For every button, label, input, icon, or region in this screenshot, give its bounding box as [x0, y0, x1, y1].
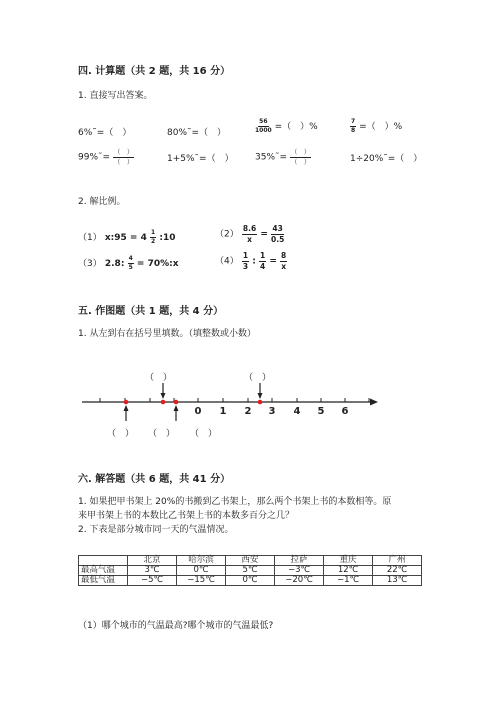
number-line-point [258, 400, 263, 405]
proportion-3-b: = 70%:x [136, 259, 179, 269]
section6-sub1: （1）哪个城市的气温最高?哪个城市的气温最低? [78, 621, 274, 631]
table-row-high [79, 566, 422, 576]
frac-num: 56 [259, 118, 268, 125]
tick-label: 6 [341, 406, 349, 417]
section4-title: 四. 计算题（共 2 题，共 16 分） [78, 66, 231, 77]
calc-6pct: 6%˜=（ ） [78, 128, 132, 138]
frac-den: x [247, 234, 252, 244]
calc-1plus5pct: 1+5%˜=（ ） [167, 154, 234, 164]
top-blank-1[interactable]: （ ） [145, 373, 173, 383]
bottom-blank-3[interactable]: （ ） [190, 429, 218, 439]
section6-q1-line1: 1. 如果把甲书架上 20%的书搬到乙书架上，那么两个书架上书的本数相等。原 [78, 497, 392, 507]
high-temp-cell: −3℃ [275, 566, 324, 576]
low-temp-cell: −20℃ [275, 576, 324, 586]
frac-den: 3 [242, 261, 249, 271]
up-arrow-2-head [174, 405, 179, 411]
frac-num: 8 [281, 251, 287, 260]
number-line-arrowhead [370, 399, 378, 406]
city-header: 哈尔滨 [177, 556, 226, 566]
proportion-3-label: （3） [78, 259, 102, 269]
frac-num: 1 [151, 229, 156, 236]
proportion-4-colon: : [252, 256, 256, 267]
down-arrow-1-head [161, 393, 166, 399]
row-label-high: 最高气温 [79, 566, 128, 576]
table-header-row [79, 556, 422, 566]
frac-den: 8 [351, 127, 356, 134]
frac-den: 1000 [255, 127, 272, 134]
proportion-4-eq: = [269, 256, 277, 267]
city-header: 广州 [373, 556, 422, 566]
low-temp-cell: −15℃ [177, 576, 226, 586]
city-header: 拉萨 [275, 556, 324, 566]
tick-label: 4 [293, 406, 301, 417]
low-temp-cell: −5℃ [128, 576, 177, 586]
number-line-point [174, 400, 179, 405]
bottom-blank-1[interactable]: （ ） [107, 429, 135, 439]
frac-den: 5 [128, 264, 133, 271]
number-line-point [161, 400, 166, 405]
up-arrow-1-head [124, 405, 129, 411]
table-corner-cell [79, 556, 128, 566]
number-line-point [124, 400, 129, 405]
section4-q2: 2. 解比例。 [78, 197, 126, 207]
section4-q1: 1. 直接写出答案。 [78, 91, 153, 101]
high-temp-cell: 0℃ [177, 566, 226, 576]
tick-label: 3 [268, 406, 276, 417]
calc-99pct-label: 99%˜= [78, 152, 111, 163]
row-label-low: 最低气温 [79, 576, 128, 586]
top-blank-2[interactable]: （ ） [244, 373, 272, 383]
calc-1div20pct: 1÷20%˜=（ ） [350, 154, 423, 164]
city-header: 北京 [128, 556, 177, 566]
high-temp-cell: 22℃ [373, 566, 422, 576]
calc-frac-blank: =（ ）% [274, 122, 318, 132]
blank-den: （ ） [113, 157, 134, 166]
frac-den: 4 [259, 261, 266, 271]
high-temp-cell: 12℃ [324, 566, 373, 576]
section5-title: 五. 作图题（共 1 题，共 4 分） [78, 306, 224, 317]
frac-num: 1 [259, 251, 266, 260]
frac-den: 2 [151, 238, 156, 245]
temperature-table [78, 555, 422, 586]
high-temp-cell: 3℃ [128, 566, 177, 576]
tick-label: 1 [219, 406, 227, 417]
proportion-1-b: :10 [159, 233, 176, 243]
proportion-4-label: （4） [215, 256, 239, 267]
frac-den: 0.5 [271, 234, 285, 244]
calc-frac-blank: =（ ）% [359, 122, 403, 132]
proportion-2-eq: = [260, 229, 268, 240]
proportion-3-a: 2.8: [104, 259, 125, 269]
tick-label: 2 [244, 406, 252, 417]
high-temp-cell: 5℃ [226, 566, 275, 576]
tick-label: 0 [194, 406, 202, 417]
proportion-1-a: x:95 = 4 [104, 233, 147, 243]
city-header: 西安 [226, 556, 275, 566]
calc-35pct-label: 35%˜= [255, 152, 288, 163]
proportion-2-label: （2） [215, 229, 239, 240]
section6-title: 六. 解答题（共 6 题，共 41 分） [78, 474, 231, 485]
low-temp-cell: 0℃ [226, 576, 275, 586]
city-header: 重庆 [324, 556, 373, 566]
blank-num: （ ） [113, 148, 134, 156]
number-line-ticks [100, 398, 369, 417]
frac-num: 43 [272, 224, 283, 233]
frac-num: 4 [128, 255, 133, 262]
low-temp-cell: 13℃ [373, 576, 422, 586]
frac-den: x [281, 261, 287, 271]
low-temp-cell: −1℃ [324, 576, 373, 586]
section5-q1: 1. 从左到右在括号里填数。（填整数或小数） [78, 329, 256, 339]
section6-q1-line2: 来甲书架上书的本数比乙书架上书的本数多百分之几？ [78, 511, 295, 521]
frac-num: 8.6 [242, 224, 257, 233]
frac-num: 1 [242, 251, 249, 260]
down-arrow-2-head [258, 393, 263, 399]
tick-label: 5 [317, 406, 325, 417]
calc-80pct: 80%˜=（ ） [167, 128, 227, 138]
section6-q2: 2. 下表是部分城市同一天的气温情况。 [78, 525, 234, 535]
proportion-1-label: （1） [78, 233, 102, 243]
table-row-low [79, 576, 422, 586]
bottom-blank-2[interactable]: （ ） [148, 429, 176, 439]
blank-num: （ ） [290, 148, 311, 156]
frac-num: 7 [351, 118, 356, 125]
blank-den: （ ） [290, 157, 311, 166]
